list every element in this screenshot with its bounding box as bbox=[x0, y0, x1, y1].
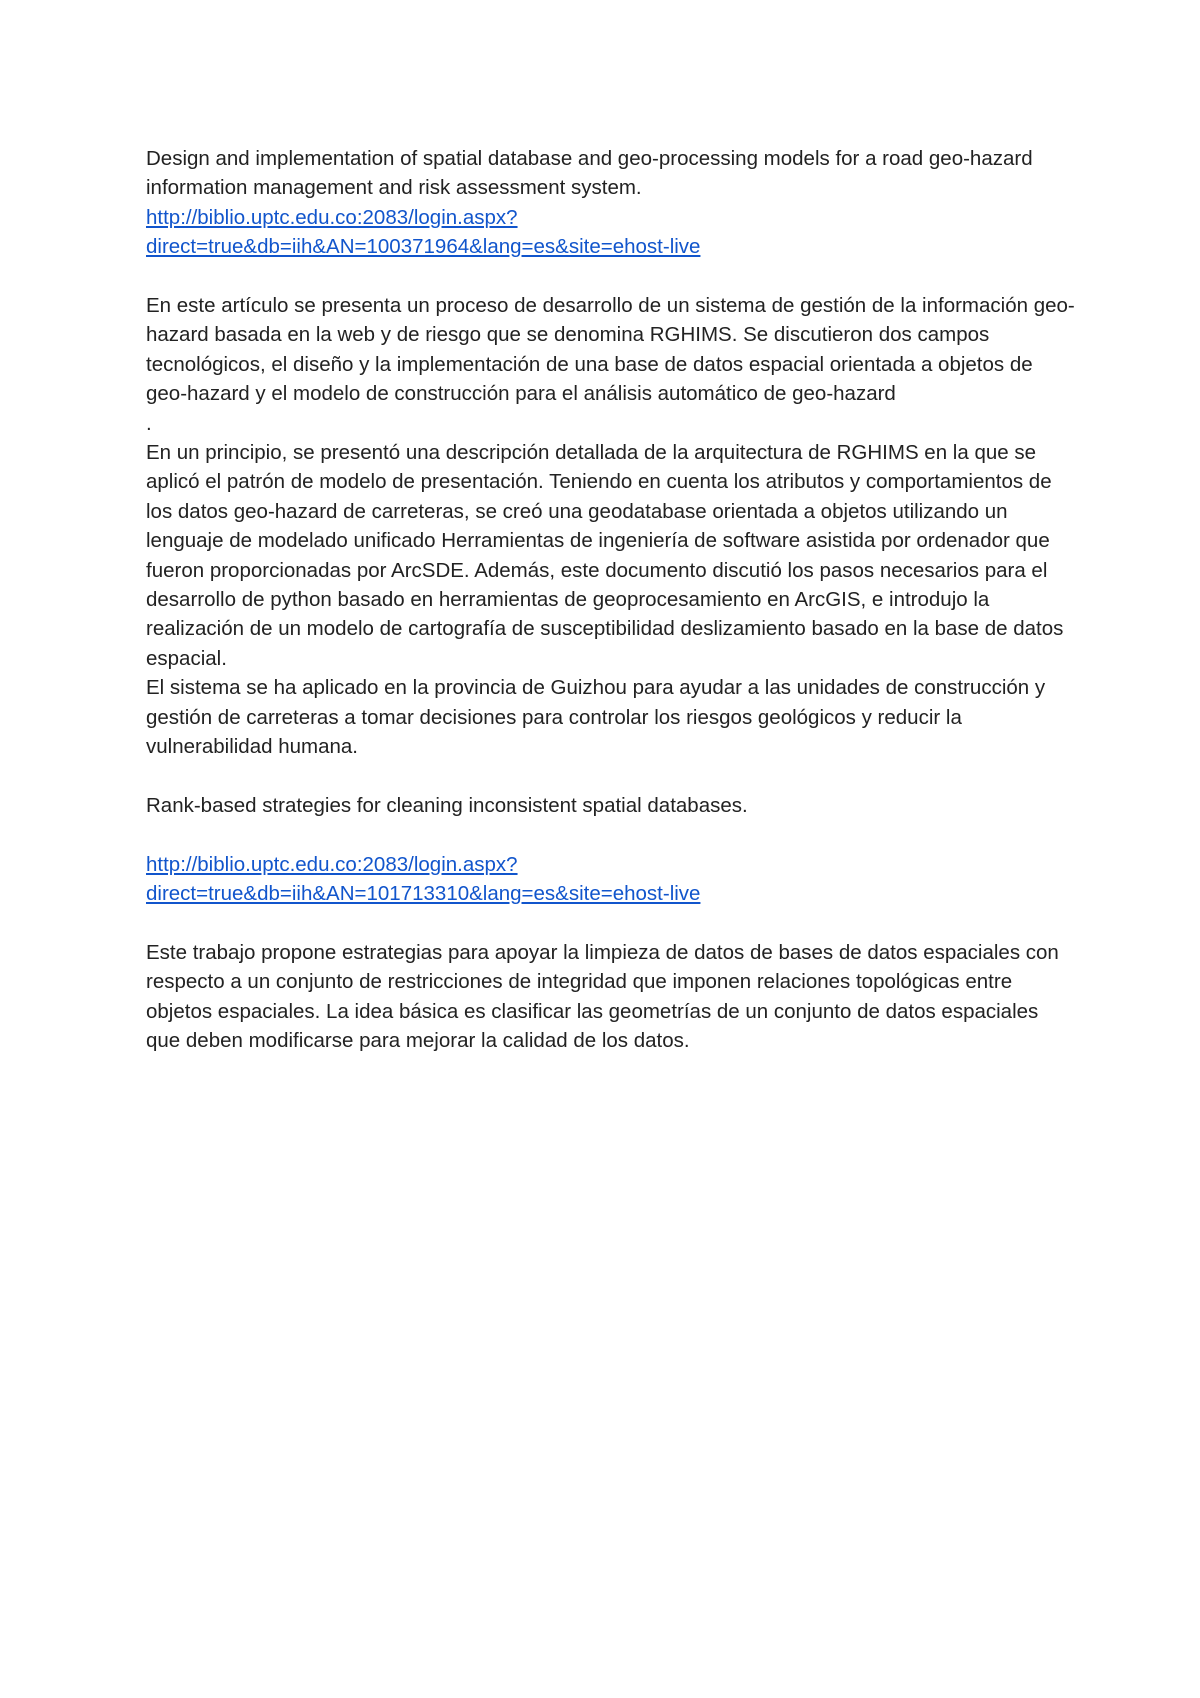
article1-dot: . bbox=[146, 411, 152, 435]
paragraph-gap bbox=[146, 820, 1076, 849]
article1-link-line1[interactable]: http://biblio.uptc.edu.co:2083/login.aspx? bbox=[146, 205, 518, 229]
article1-link-line2[interactable]: direct=true&db=iih&AN=100371964&lang=es&site=ehost-live bbox=[146, 235, 701, 259]
article1-link[interactable] bbox=[146, 203, 1076, 262]
article2-link-line1[interactable]: http://biblio.uptc.edu.co:2083/login.aspx? bbox=[146, 852, 518, 876]
paragraph-gap bbox=[146, 262, 1076, 291]
article2-title: Rank-based strategies for cleaning inconsistent spatial databases. bbox=[146, 793, 748, 817]
document-page bbox=[146, 144, 1076, 1056]
paragraph-gap bbox=[146, 762, 1076, 791]
article2-summary: Este trabajo propone estrategias para apoyar la limpieza de datos de bases de datos espaciales con respecto a un conjunto de restricciones de integridad que imponen relaciones topológicas entre objetos espaciales. La idea básica es clasificar las geometrías de un conjunto de datos espaciales que deben modificarse para mejorar la calidad de los datos. bbox=[146, 940, 1059, 1053]
article1-title: Design and implementation of spatial database and geo-processing models for a road geo-hazard information management and risk assessment system. bbox=[146, 147, 1033, 200]
article1-summary-p1: En este artículo se presenta un proceso de desarrollo de un sistema de gestión de la información geo-hazard basada en la web y de riesgo que se denomina RGHIMS. Se discutieron dos campos tecnológicos, el diseño y la implementación de una base de datos espacial orientada a objetos de geo-hazard y el modelo de construcción para el análisis automático de geo-hazard bbox=[146, 294, 1075, 406]
article1-summary-p2: En un principio, se presentó una descripción detallada de la arquitectura de RGHIMS en la que se aplicó el patrón de modelo de presentación. Teniendo en cuenta los atributos y comportamientos de los datos geo-hazard de carreteras, se creó una geodatabase orientada a objetos utilizando un lenguaje de modelado unificado Herramientas de ingeniería de software asistida por ordenador que fueron proporcionadas por ArcSDE. Además, este documento discutió los pasos necesarios para el desarrollo de python basado en herramientas de geoprocesamiento en ArcGIS, e introdujo la realización de un modelo de cartografía de susceptibilidad deslizamiento basado en la base de datos espacial. bbox=[146, 441, 1064, 670]
article2-link-line2[interactable]: direct=true&db=iih&AN=101713310&lang=es&site=ehost-live bbox=[146, 882, 701, 906]
article2-link[interactable] bbox=[146, 850, 1076, 909]
article1-summary-p3: El sistema se ha aplicado en la provincia de Guizhou para ayudar a las unidades de construcción y gestión de carreteras a tomar decisiones para controlar los riesgos geológicos y reducir la vulnerabilidad humana. bbox=[146, 676, 1046, 759]
paragraph-gap bbox=[146, 909, 1076, 938]
